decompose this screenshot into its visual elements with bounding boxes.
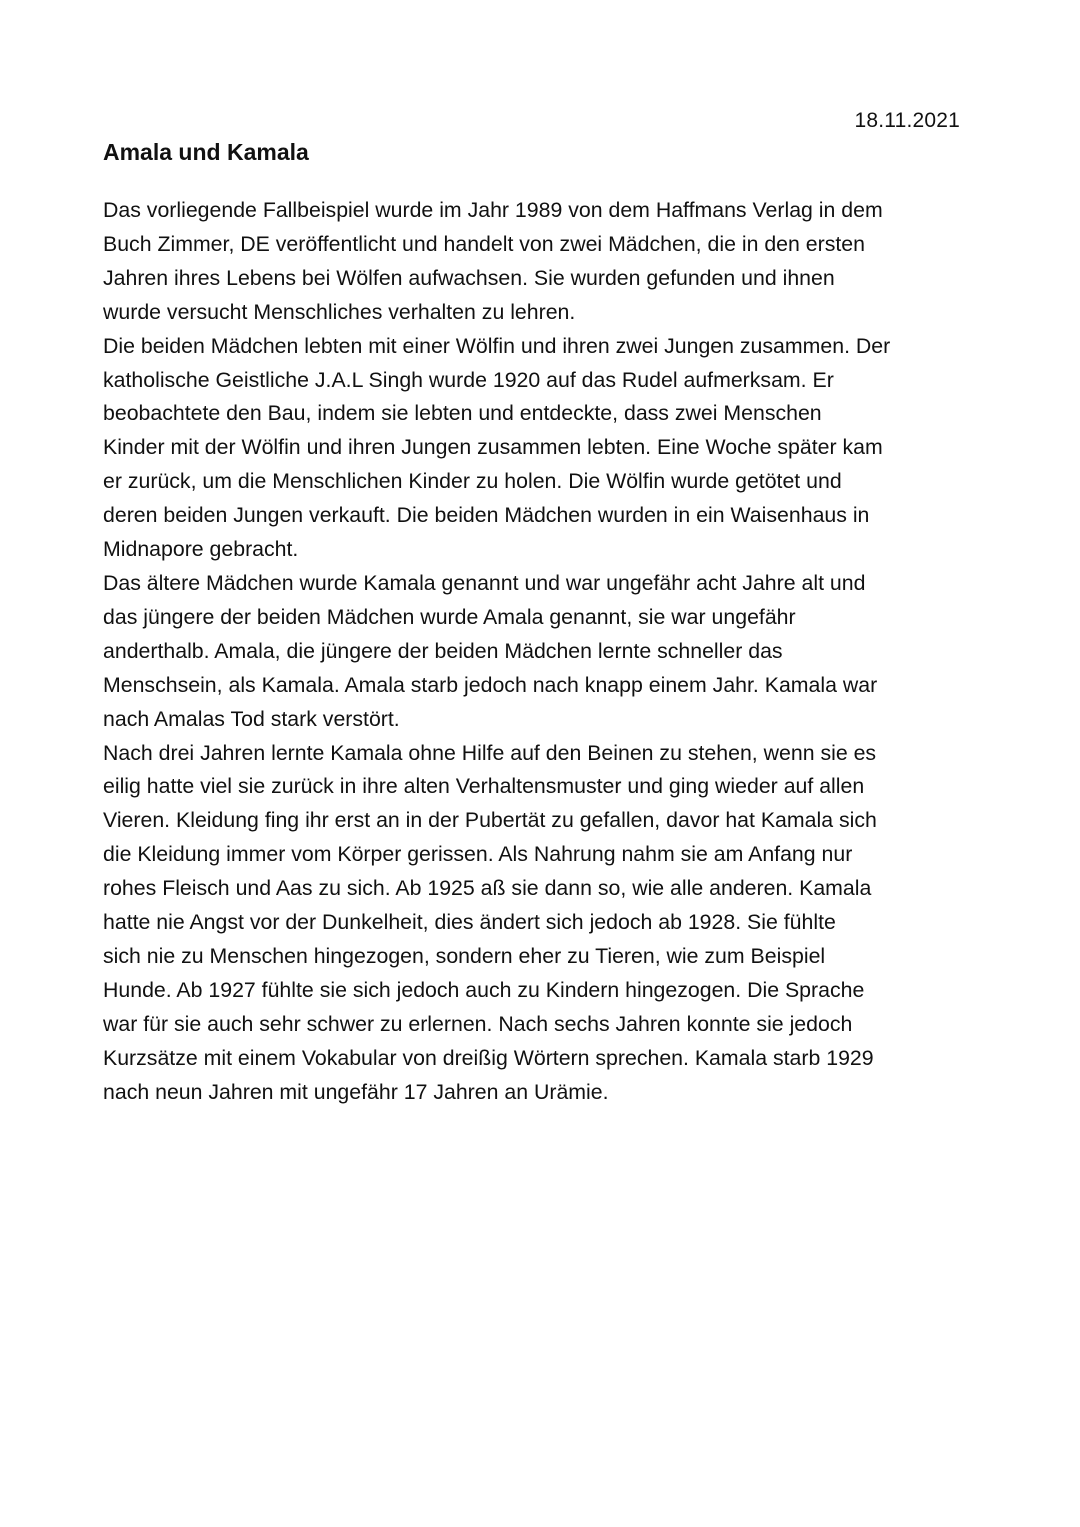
text-line: Jahren ihres Lebens bei Wölfen aufwachsen. Sie wurden gefunden und ihnen (103, 265, 835, 290)
text-line: anderthalb. Amala, die jüngere der beiden Mädchen lernte schneller das (103, 638, 783, 663)
text-line: Das vorliegende Fallbeispiel wurde im Jahr 1989 von dem Haffmans Verlag in dem (103, 198, 883, 222)
text-line: hatte nie Angst vor der Dunkelheit, dies ändert sich jedoch ab 1928. Sie fühlte (103, 910, 836, 935)
text-line: beobachtete den Bau, indem sie lebten und entdeckte, dass zwei Menschen (103, 401, 822, 426)
text-line: das jüngere der beiden Mädchen wurde Amala genannt, sie war ungefähr (103, 604, 796, 629)
text-line: deren beiden Jungen verkauft. Die beiden Mädchen wurden in ein Waisenhaus in (103, 503, 870, 528)
text-line: eilig hatte viel sie zurück in ihre alten Verhaltensmuster und ging wieder auf allen (103, 774, 865, 799)
text-line: die Kleidung immer vom Körper gerissen. Als Nahrung nahm sie am Anfang nur (103, 842, 853, 867)
text-line: Kurzsätze mit einem Vokabular von dreißig Wörtern sprechen. Kamala starb 1929 (103, 1045, 874, 1070)
text-line: Vieren. Kleidung fing ihr erst an in der Pubertät zu gefallen, davor hat Kamala sich (103, 808, 877, 833)
text-line: war für sie auch sehr schwer zu erlernen. Nach sechs Jahren konnte sie jedoch (103, 1011, 853, 1036)
document-title: Amala und Kamala (103, 139, 309, 165)
text-line: Kinder mit der Wölfin und ihren Jungen zusammen lebten. Eine Woche später kam (103, 435, 883, 460)
text-line: er zurück, um die Menschlichen Kinder zu holen. Die Wölfin wurde getötet und (103, 469, 842, 494)
text-line: Nach drei Jahren lernte Kamala ohne Hilfe auf den Beinen zu stehen, wenn sie es (103, 740, 877, 765)
text-line: Menschsein, als Kamala. Amala starb jedoch nach knapp einem Jahr. Kamala war (103, 672, 878, 697)
text-line: Hunde. Ab 1927 fühlte sie sich jedoch auch zu Kindern hingezogen. Die Sprache (103, 977, 865, 1002)
text-line: Buch Zimmer, DE veröffentlicht und handelt von zwei Mädchen, die in den ersten (103, 231, 865, 256)
document-date: 18.11.2021 (854, 109, 960, 132)
document-body (103, 194, 983, 1109)
text-line: Die beiden Mädchen lebten mit einer Wölfin und ihren zwei Jungen zusammen. Der (103, 333, 891, 358)
text-line: wurde versucht Menschliches verhalten zu lehren. (103, 299, 576, 324)
text-line: sich nie zu Menschen hingezogen, sondern eher zu Tieren, wie zum Beispiel (103, 943, 826, 968)
text-line: nach Amalas Tod stark verstört. (103, 706, 400, 731)
text-line: nach neun Jahren mit ungefähr 17 Jahren an Urämie. (103, 1079, 609, 1104)
text-line: katholische Geistliche J.A.L Singh wurde 1920 auf das Rudel aufmerksam. Er (103, 367, 834, 392)
text-line: Das ältere Mädchen wurde Kamala genannt und war ungefähr acht Jahre alt und (103, 570, 866, 595)
text-line: Midnapore gebracht. (103, 537, 299, 562)
text-line: rohes Fleisch und Aas zu sich. Ab 1925 aß sie dann so, wie alle anderen. Kamala (103, 876, 872, 901)
